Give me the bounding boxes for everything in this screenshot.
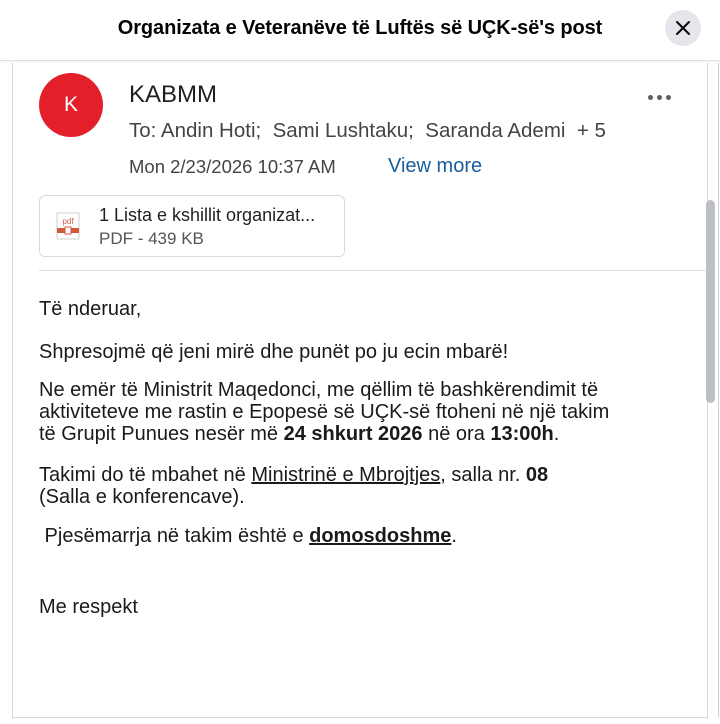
svg-text:pdf: pdf <box>62 217 74 226</box>
email-date: Mon 2/23/2026 10:37 AM <box>129 156 336 177</box>
sender-name: KABMM <box>129 81 218 108</box>
paragraph-3-line-1: Takimi do të mbahet në Ministrinë e Mbrojtjes, salla nr. 08 <box>39 464 549 486</box>
view-more-link[interactable]: View more <box>388 155 483 177</box>
scrollbar-thumb[interactable] <box>706 200 715 403</box>
closing: Me respekt <box>39 596 138 618</box>
pdf-file-icon <box>56 212 80 240</box>
recipients-line: To: Andin Hoti; Sami Lushtaku; Saranda Ademi + 5 <box>129 119 606 142</box>
paragraph-2-line-2: aktiviteteve me rastin e Epopesë së UÇK-së ftoheni në një takim <box>39 401 610 423</box>
paragraph-1: Shpresojmë që jeni mirë dhe punët po ju ecin mbarë! <box>39 341 509 363</box>
meeting-time: 13:00h <box>490 423 554 445</box>
room-number: 08 <box>525 464 549 486</box>
right-edge-border <box>718 63 719 717</box>
attachment-meta: PDF - 439 KB <box>99 229 204 248</box>
attachment-card[interactable] <box>39 195 345 257</box>
close-button[interactable] <box>665 10 701 46</box>
paragraph-2 <box>39 379 689 445</box>
paragraph-3 <box>39 464 689 508</box>
mandatory-emphasis: domosdoshme <box>309 525 452 547</box>
header-divider <box>39 270 706 271</box>
attachment-name: 1 Lista e kshillit organizat... <box>99 205 316 225</box>
paragraph-3-line-2: (Salla e konferencave). <box>39 486 245 508</box>
close-icon <box>675 20 691 36</box>
paragraph-4: Pjesëmarrja në takim është e domosdoshme. <box>39 525 457 547</box>
dialog-title: Organizata e Veteranëve të Luftës së UÇK-së's post <box>117 17 603 39</box>
greeting: Të nderuar, <box>39 298 142 320</box>
avatar-letter: K <box>63 93 78 116</box>
meeting-location: Ministrinë e Mbrojtjes <box>251 464 441 486</box>
more-options-icon <box>646 83 673 106</box>
more-options-button[interactable] <box>642 82 676 106</box>
meeting-date: 24 shkurt 2026 <box>283 423 423 445</box>
avatar <box>39 73 103 137</box>
paragraph-2-line-1: Ne emër të Ministrit Maqedonci, me qëllim të bashkërendimit të <box>39 379 599 401</box>
paragraph-2-line-3: të Grupit Punues nesër më 24 shkurt 2026 në ora 13:00h. <box>39 423 560 445</box>
dialog-header <box>0 0 720 61</box>
